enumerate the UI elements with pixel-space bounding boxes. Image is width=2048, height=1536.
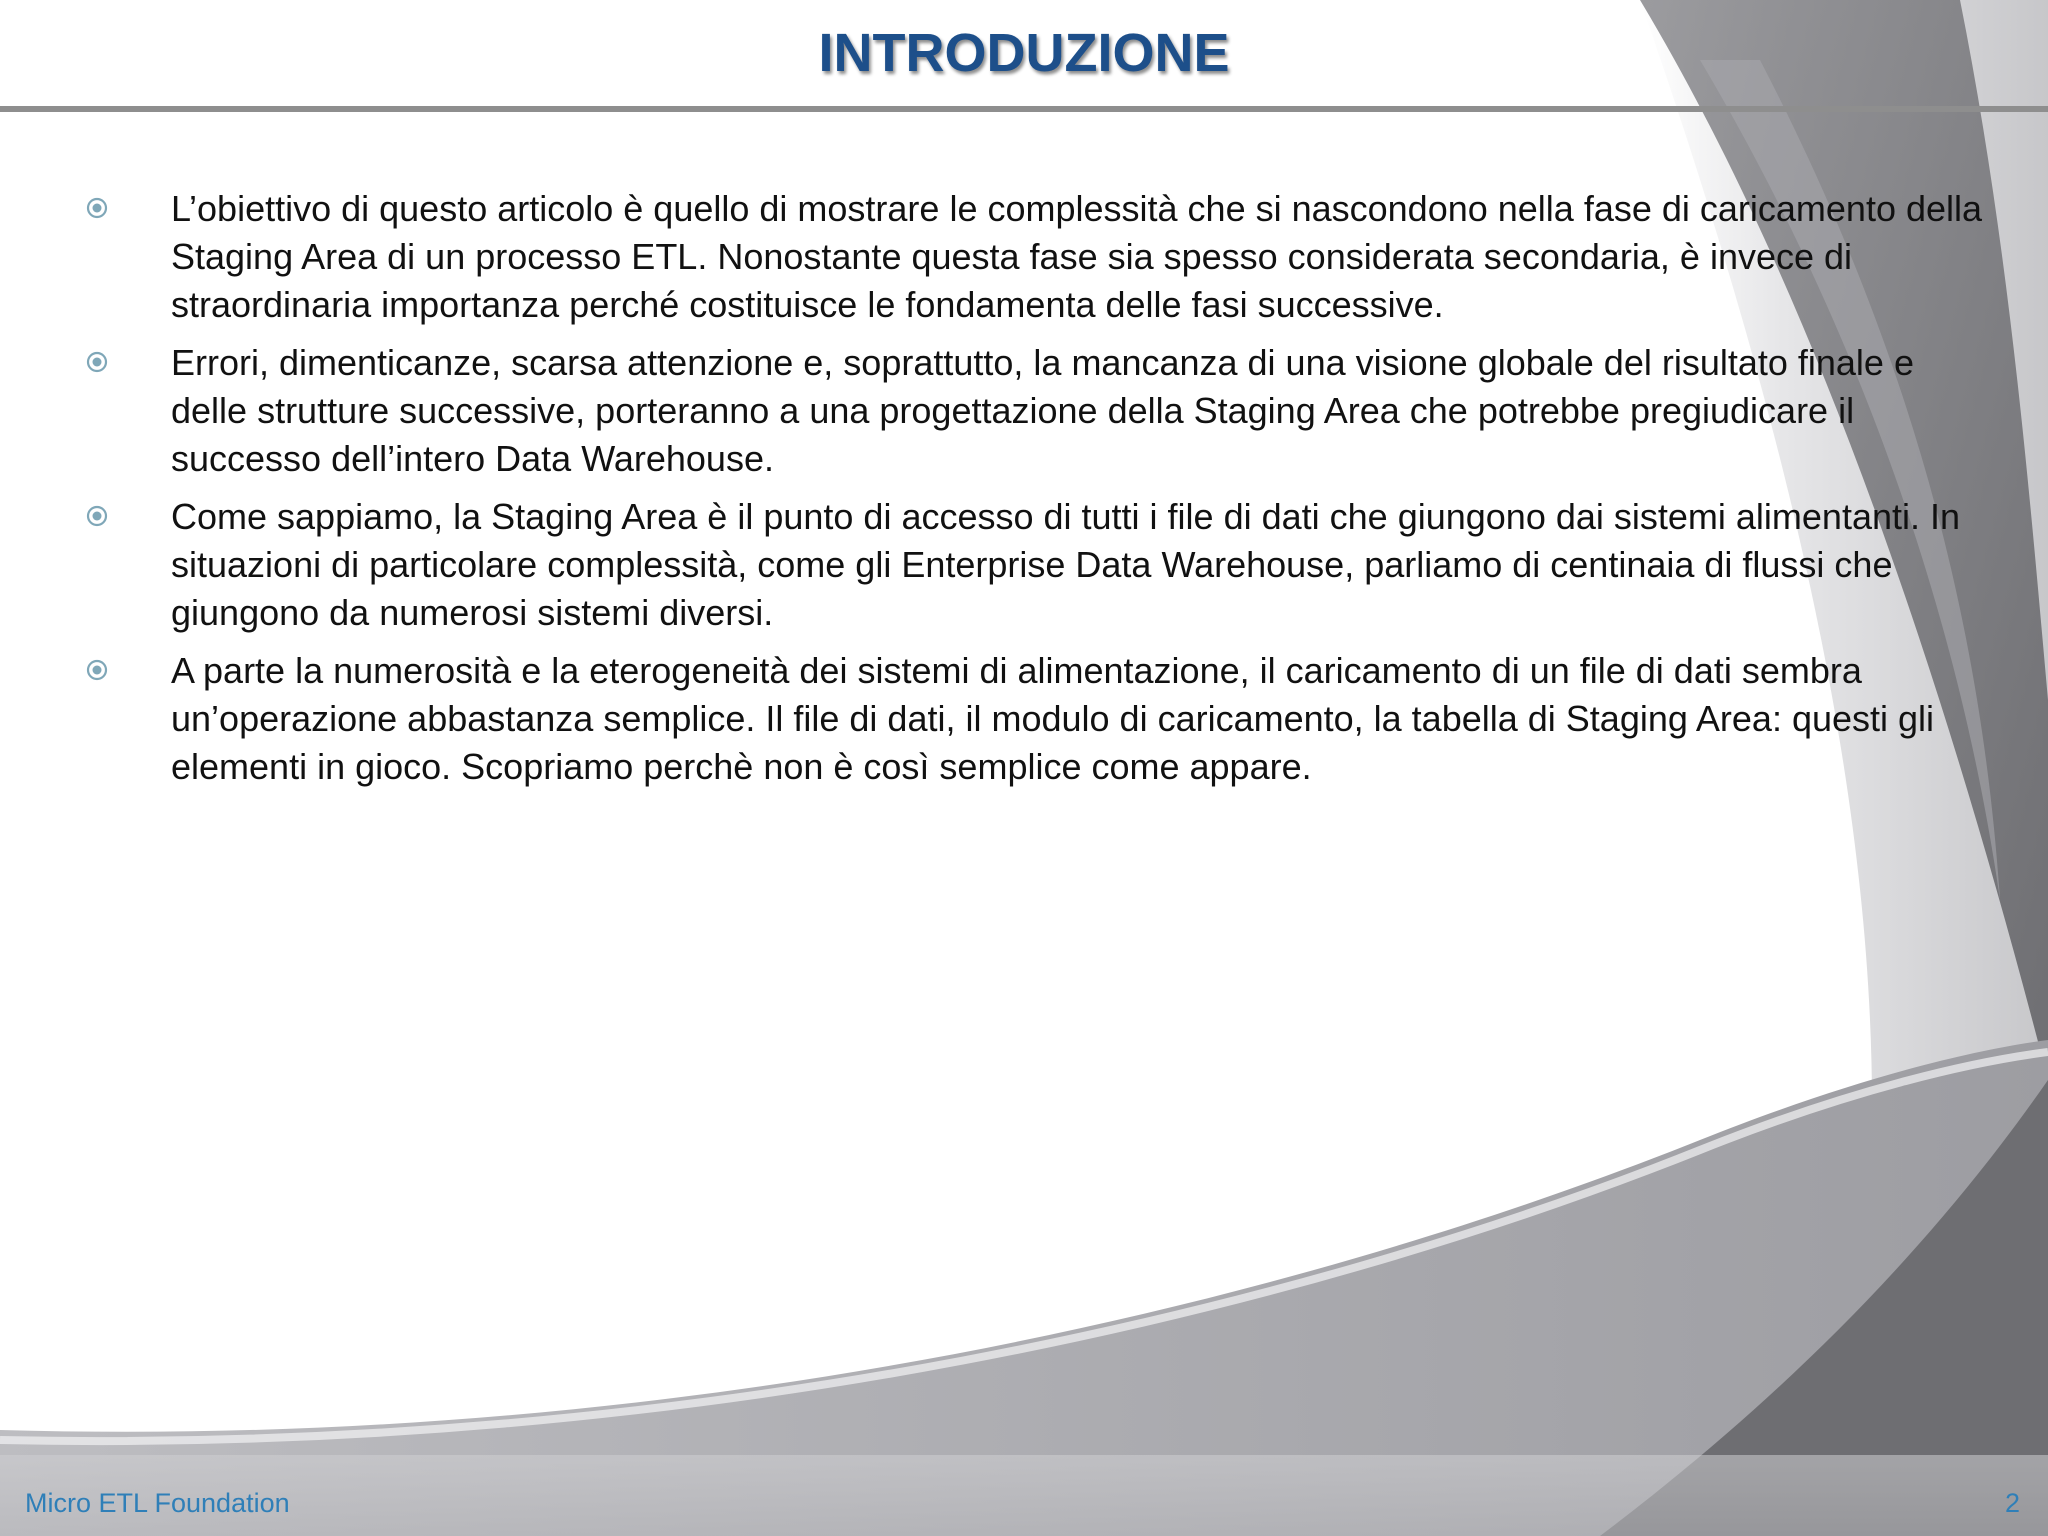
bullet-item [0,339,2048,483]
bullet-text: Errori, dimenticanze, scarsa attenzione e, soprattutto, la mancanza di una visione globale del risultato finale e delle strutture successive, porteranno a una progettazione della Staging Area che potrebbe pregiudicare il successo dell’intero Data Warehouse. [171,342,1914,479]
circled-dot-icon [86,351,108,373]
bullet-item [0,185,2048,329]
bullet-text: Come sappiamo, la Staging Area è il punto di accesso di tutti i file di dati che giungono dai sistemi alimentanti. In situazioni di particolare complessità, come gli Enterprise Data Warehouse, parliamo di centinaia di flussi che giungono da numerosi sistemi diversi. [171,496,1961,633]
bullet-item [0,493,2048,637]
page-number: 2 [2004,1488,2020,1518]
circled-dot-icon [86,505,108,527]
bullet-text: A parte la numerosità e la eterogeneità dei sistemi di alimentazione, il caricamento di un file di dati sembra un’operazione abbastanza semplice. Il file di dati, il modulo di caricamento, la tabella di Staging Area: questi gli elementi in gioco. Scopriamo perchè non è così semplice come appare. [171,650,1935,787]
bullet-text: L’obiettivo di questo articolo è quello di mostrare le complessità che si nascondono nella fase di caricamento della Staging Area di un processo ETL. Nonostante questa fase sia spesso considerata secondaria, è invece di straordinaria importanza perché costituisce le fondamenta delle fasi successive. [171,188,1983,325]
bullet-item [0,647,2048,791]
bullet-list [0,185,2048,801]
circled-dot-icon [86,197,108,219]
circled-dot-icon [86,659,108,681]
footer-brand: Micro ETL Foundation [25,1488,290,1518]
slide-title: INTRODUZIONE [818,23,1230,83]
title-divider [0,106,2048,112]
